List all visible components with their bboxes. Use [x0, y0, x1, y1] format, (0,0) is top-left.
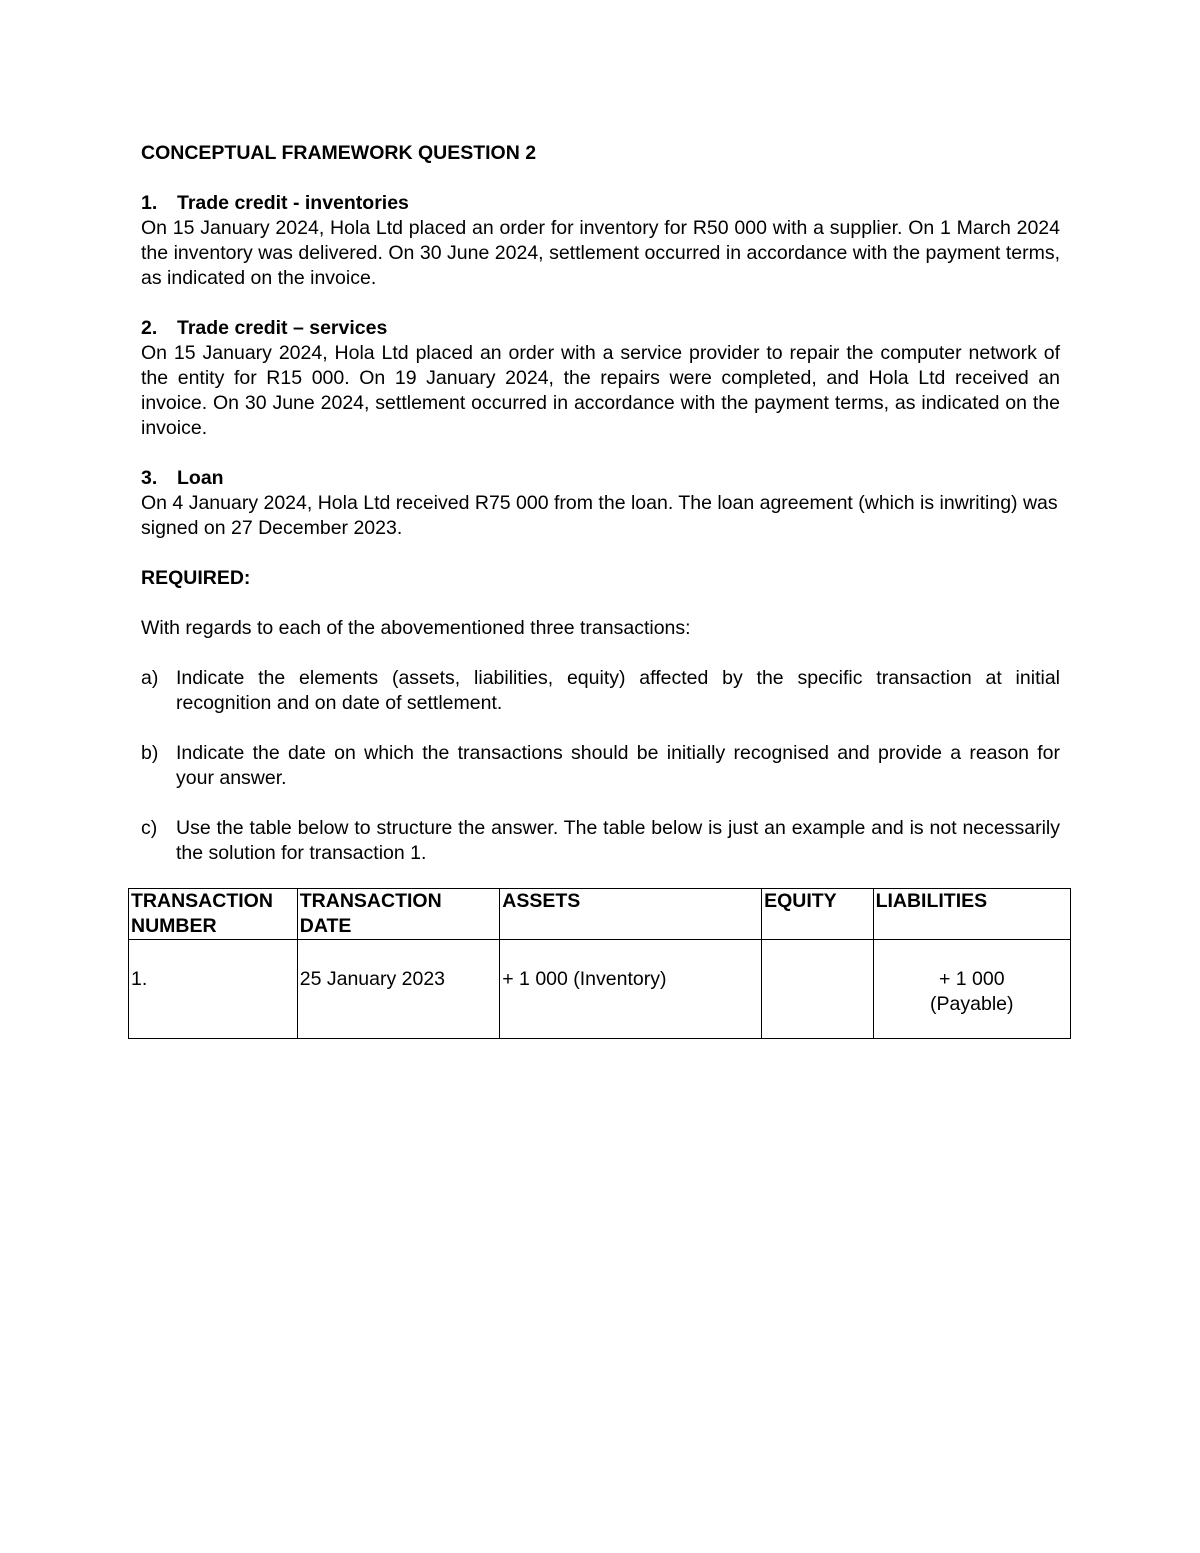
- header-assets: ASSETS: [500, 889, 762, 940]
- cell-transaction-date: 25 January 2023: [297, 940, 500, 1039]
- header-liabilities: LIABILITIES: [873, 889, 1070, 940]
- required-item-b: [141, 741, 1060, 791]
- section-heading: [141, 466, 1060, 491]
- required-intro: With regards to each of the abovementioned three transactions:: [141, 617, 691, 639]
- answer-table: [128, 888, 1071, 1039]
- required-item-a: [141, 666, 1060, 716]
- table-row: [129, 940, 1071, 1039]
- section-trade-credit-inventories: [141, 191, 1060, 291]
- section-body: On 15 January 2024, Hola Ltd placed an order with a service provider to repair the computer network of the entity for R15 000. On 19 January 2024, the repairs were completed, and Hola Ltd received an invoice. On 30 June 2024, settlement occurred in accordance with the payment terms, as indicated on the invoice.: [141, 342, 1060, 439]
- header-line: TRANSACTION: [299, 890, 442, 912]
- item-text: Use the table below to structure the answer. The table below is just an example and is not necessarily the solution for transaction 1.: [176, 817, 1060, 864]
- item-text: Indicate the date on which the transactions should be initially recognised and provide a reason for your answer.: [176, 742, 1060, 789]
- section-heading-text: Loan: [177, 467, 224, 489]
- section-heading-text: Trade credit – services: [177, 317, 388, 339]
- required-heading: REQUIRED:: [141, 567, 251, 589]
- header-line: DATE: [299, 915, 352, 937]
- section-body: On 4 January 2024, Hola Ltd received R75 000 from the loan. The loan agreement (which is inwriting) was signed on 27 December 2023.: [141, 492, 1058, 539]
- cell-liabilities: [873, 940, 1070, 1039]
- header-line: TRANSACTION: [131, 890, 273, 912]
- section-heading: [141, 191, 1060, 216]
- cell-line: (Payable): [930, 993, 1014, 1015]
- section-number: 3.: [141, 467, 158, 489]
- cell-assets: + 1 000 (Inventory): [500, 940, 762, 1039]
- section-trade-credit-services: [141, 316, 1060, 441]
- section-heading: [141, 316, 1060, 341]
- item-label: b): [141, 742, 159, 764]
- section-number: 2.: [141, 317, 158, 339]
- table-header-row: [129, 889, 1071, 940]
- header-line: NUMBER: [131, 915, 217, 937]
- item-label: c): [141, 817, 158, 839]
- section-heading-text: Trade credit - inventories: [177, 192, 409, 214]
- section-loan: [141, 466, 1060, 541]
- section-body: On 15 January 2024, Hola Ltd placed an order for inventory for R50 000 with a supplier. On 1 March 2024 the inventory was delivered. On 30 June 2024, settlement occurred in accordance with the payment terms, as indicated on the invoice.: [141, 217, 1060, 289]
- cell-transaction-number: 1.: [129, 940, 298, 1039]
- header-transaction-number: [129, 889, 298, 940]
- document-page: [141, 141, 1060, 866]
- item-label: a): [141, 667, 159, 689]
- item-text: Indicate the elements (assets, liabilities, equity) affected by the specific transaction at initial recognition and on date of settlement.: [176, 667, 1060, 714]
- header-equity: EQUITY: [762, 889, 873, 940]
- required-item-c: [141, 816, 1060, 866]
- section-number: 1.: [141, 192, 158, 214]
- cell-line: + 1 000: [938, 968, 1005, 990]
- page-title: CONCEPTUAL FRAMEWORK QUESTION 2: [141, 142, 537, 164]
- header-transaction-date: [297, 889, 500, 940]
- cell-equity: [762, 940, 873, 1039]
